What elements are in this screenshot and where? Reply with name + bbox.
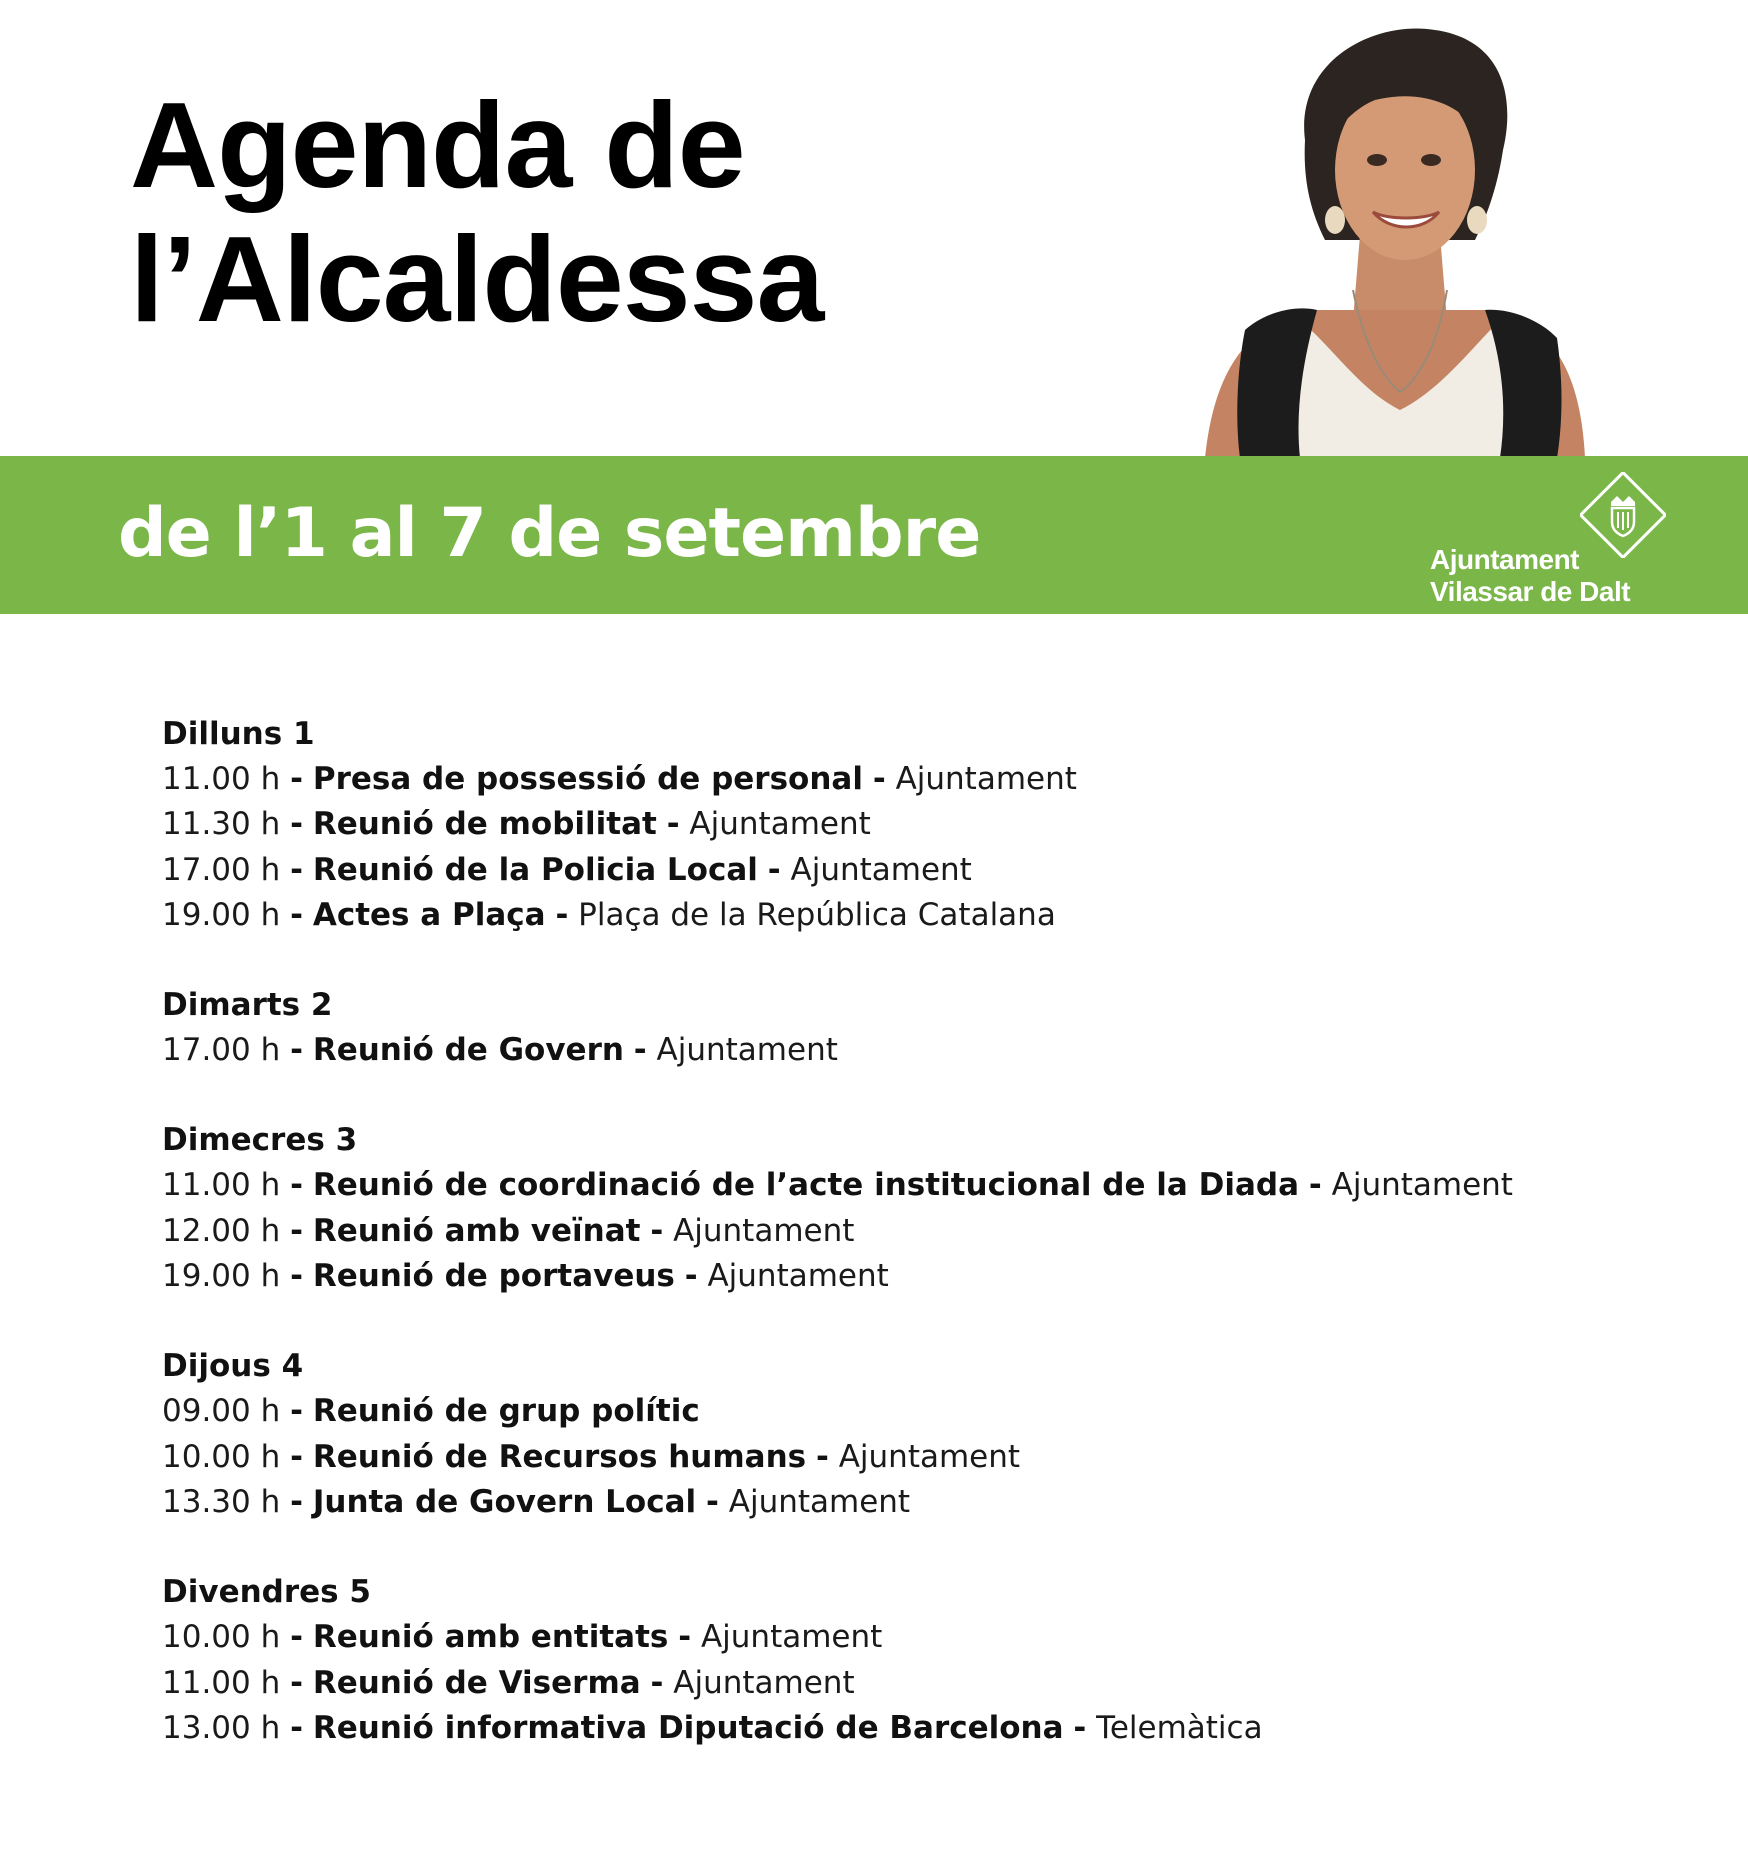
event-separator: - bbox=[1073, 1709, 1087, 1746]
event-title: Reunió de mobilitat bbox=[312, 806, 657, 843]
event-time: 12.00 h bbox=[162, 1212, 281, 1249]
event-place: Plaça de la República Catalana bbox=[578, 896, 1056, 933]
event-title: Junta de Govern Local bbox=[312, 1483, 697, 1520]
event-time: 19.00 h bbox=[162, 1258, 281, 1295]
event-time: 17.00 h bbox=[162, 1032, 281, 1069]
agenda-event bbox=[162, 1661, 1682, 1706]
logo-text bbox=[1430, 544, 1630, 608]
event-title: Reunió de Govern bbox=[312, 1032, 624, 1069]
event-title: Reunió amb entitats bbox=[312, 1619, 669, 1656]
event-separator: - bbox=[666, 806, 680, 843]
event-separator: - bbox=[872, 761, 886, 797]
event-separator: - bbox=[767, 851, 781, 888]
logo-text-line-1: Ajuntament bbox=[1430, 544, 1579, 575]
day-heading: Divendres 5 bbox=[162, 1574, 371, 1611]
event-title: Presa de possessió de personal bbox=[312, 761, 863, 797]
agenda-event bbox=[162, 1209, 1682, 1254]
date-range: de l’1 al 7 de setembre bbox=[118, 494, 981, 573]
event-place: Ajuntament bbox=[707, 1258, 889, 1295]
agenda-day bbox=[162, 1344, 1682, 1525]
event-separator: - bbox=[290, 1258, 303, 1295]
event-title: Reunió de coordinació de l’acte institucional de la Diada bbox=[312, 1167, 1300, 1204]
event-place: Ajuntament bbox=[895, 761, 1077, 797]
event-title: Reunió de Viserma bbox=[312, 1664, 641, 1701]
agenda-event bbox=[162, 1615, 1682, 1660]
event-separator: - bbox=[290, 896, 303, 933]
page-title bbox=[130, 78, 823, 346]
logo-text-line-2: Vilassar de Dalt bbox=[1430, 576, 1631, 607]
event-title: Reunió de la Policia Local bbox=[312, 851, 758, 888]
event-separator: - bbox=[815, 1438, 829, 1475]
event-separator: - bbox=[290, 851, 303, 888]
event-separator: - bbox=[678, 1619, 692, 1656]
event-time: 11.00 h bbox=[162, 761, 281, 797]
event-separator: - bbox=[555, 896, 569, 933]
event-title: Reunió informativa Diputació de Barcelona bbox=[312, 1709, 1064, 1746]
event-separator: - bbox=[290, 1393, 303, 1430]
agenda-day bbox=[162, 712, 1682, 938]
agenda-event bbox=[162, 1435, 1682, 1480]
event-time: 10.00 h bbox=[162, 1619, 281, 1656]
event-separator: - bbox=[290, 1438, 303, 1475]
event-separator: - bbox=[650, 1212, 664, 1249]
event-place: Telemàtica bbox=[1096, 1709, 1263, 1746]
event-title: Actes a Plaça bbox=[312, 896, 546, 933]
event-separator: - bbox=[290, 1483, 303, 1520]
event-time: 09.00 h bbox=[162, 1393, 281, 1430]
event-title: Reunió de Recursos humans bbox=[312, 1438, 807, 1475]
date-banner bbox=[0, 456, 1748, 614]
event-place: Ajuntament bbox=[689, 806, 871, 843]
event-place: Ajuntament bbox=[790, 851, 972, 888]
event-separator: - bbox=[684, 1258, 698, 1295]
page-title-line-1: Agenda de bbox=[130, 77, 745, 213]
event-separator: - bbox=[290, 806, 303, 843]
agenda-event bbox=[162, 802, 1682, 847]
event-place: Ajuntament bbox=[838, 1438, 1021, 1475]
agenda-event bbox=[162, 848, 1682, 893]
event-separator: - bbox=[290, 1709, 303, 1746]
event-time: 10.00 h bbox=[162, 1438, 281, 1475]
agenda-event bbox=[162, 893, 1682, 938]
agenda-event bbox=[162, 1480, 1682, 1525]
event-separator: - bbox=[650, 1664, 664, 1701]
agenda-day bbox=[162, 1118, 1682, 1299]
event-separator: - bbox=[1308, 1167, 1322, 1204]
event-place: Ajuntament bbox=[1331, 1167, 1513, 1204]
event-place: Ajuntament bbox=[656, 1032, 838, 1069]
ajuntament-logo bbox=[1430, 468, 1690, 608]
event-place: Ajuntament bbox=[700, 1619, 883, 1656]
event-time: 11.00 h bbox=[162, 1664, 281, 1701]
agenda-event bbox=[162, 1706, 1682, 1751]
event-place: Ajuntament bbox=[673, 1212, 855, 1249]
event-separator: - bbox=[633, 1032, 647, 1069]
event-place: Ajuntament bbox=[673, 1664, 855, 1701]
event-separator: - bbox=[290, 1032, 303, 1069]
event-separator: - bbox=[290, 1664, 303, 1701]
event-separator: - bbox=[290, 1212, 303, 1249]
event-title: Reunió de grup polític bbox=[312, 1393, 700, 1430]
event-time: 17.00 h bbox=[162, 851, 281, 888]
event-separator: - bbox=[706, 1483, 719, 1520]
event-separator: - bbox=[290, 1167, 303, 1204]
agenda-event bbox=[162, 1254, 1682, 1299]
event-separator: - bbox=[290, 761, 303, 797]
mayor-portrait bbox=[1185, 20, 1605, 458]
event-time: 13.30 h bbox=[162, 1483, 281, 1520]
agenda-event bbox=[162, 1163, 1682, 1208]
agenda-day bbox=[162, 983, 1682, 1073]
page-title-line-2: l’Alcaldessa bbox=[130, 211, 824, 347]
event-place: Ajuntament bbox=[728, 1483, 911, 1520]
event-separator: - bbox=[290, 1619, 303, 1656]
event-title: Reunió amb veïnat bbox=[312, 1212, 641, 1249]
agenda-list bbox=[162, 712, 1682, 1796]
agenda-event bbox=[162, 757, 1682, 802]
day-heading: Dimarts 2 bbox=[162, 987, 333, 1024]
agenda-day bbox=[162, 1570, 1682, 1751]
agenda-event bbox=[162, 1389, 1682, 1434]
day-heading: Dilluns 1 bbox=[162, 716, 315, 752]
agenda-event bbox=[162, 1028, 1682, 1073]
event-time: 19.00 h bbox=[162, 896, 281, 933]
event-time: 11.00 h bbox=[162, 1167, 281, 1204]
event-time: 11.30 h bbox=[162, 806, 281, 843]
event-time: 13.00 h bbox=[162, 1709, 281, 1746]
day-heading: Dijous 4 bbox=[162, 1348, 304, 1385]
event-title: Reunió de portaveus bbox=[312, 1258, 675, 1295]
day-heading: Dimecres 3 bbox=[162, 1122, 358, 1159]
